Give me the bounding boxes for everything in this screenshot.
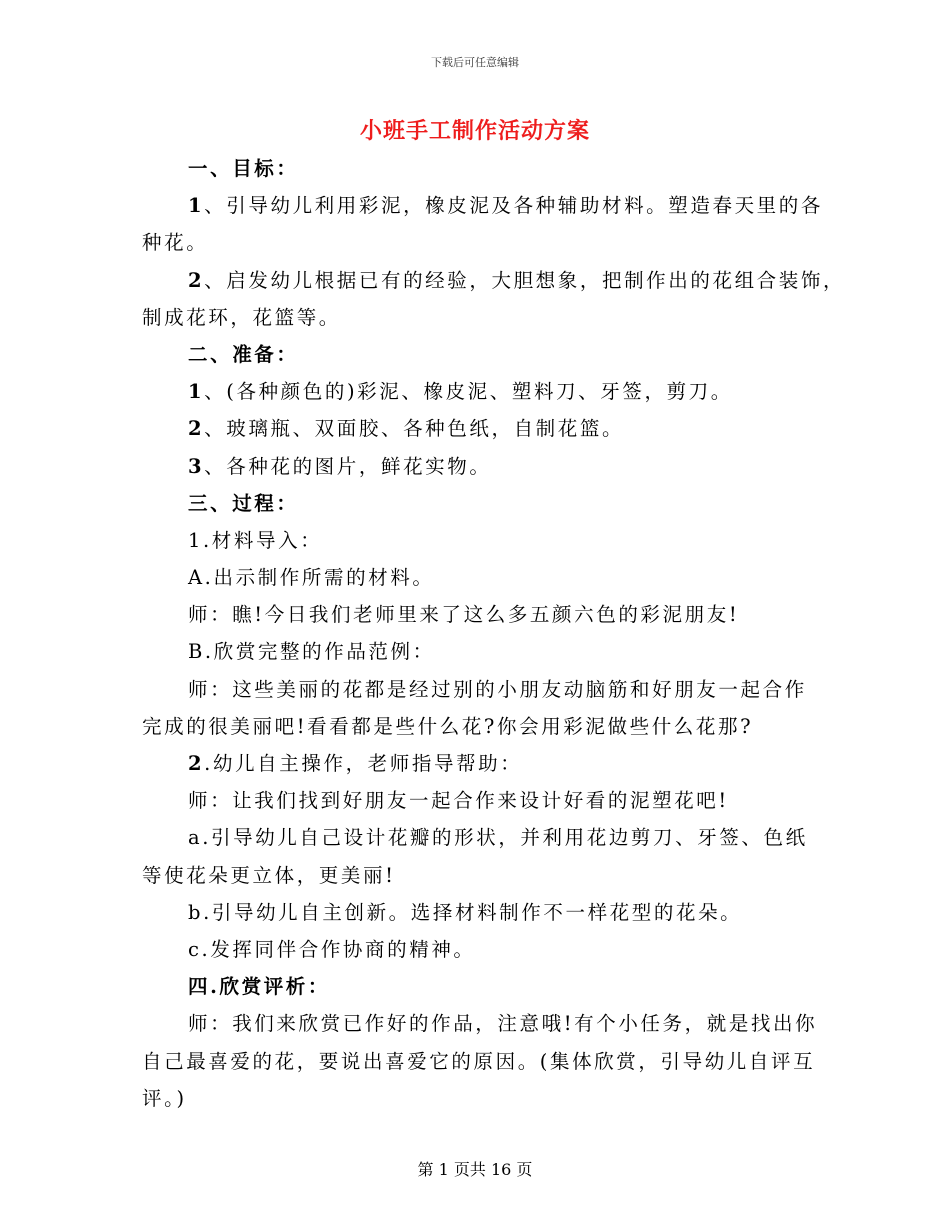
process-step-1: 1.材料导入：: [188, 528, 323, 552]
goal-item-1-number: 1: [188, 194, 205, 218]
document-title: 小班手工制作活动方案: [359, 118, 590, 144]
section-heading-review: 四.欣赏评析：: [188, 975, 330, 999]
goal-item-2: [142, 262, 846, 299]
goal-item-1-continuation: 种花。: [142, 231, 209, 255]
process-step-2: [142, 745, 818, 782]
header-note: 下载后可任意编辑: [431, 56, 519, 69]
goal-item-1: [142, 187, 823, 224]
document-body: [142, 150, 846, 1117]
prep-item-2: [142, 410, 818, 447]
process-step-2c: c.发挥同伴合作协商的精神。: [188, 937, 476, 961]
page-footer: 第 1 页共 16 页: [417, 1160, 533, 1179]
process-step-2-teacher: 师：让我们找到好朋友一起合作来设计好看的泥塑花吧!: [188, 789, 729, 813]
process-step-1a-teacher: 师：瞧!今日我们老师里来了这么多五颜六色的彩泥朋友!: [188, 603, 740, 627]
process-step-2a: a.引导幼儿自己设计花瓣的形状，并利用花边剪刀、牙签、色纸: [188, 826, 808, 850]
goal-item-2-number: 2: [188, 268, 205, 292]
review-teacher-continuation-1: 自己最喜爱的花，要说出喜爱它的原因。(集体欣赏，引导幼儿自评互: [142, 1049, 816, 1073]
process-step-1b: B.欣赏完整的作品范例：: [188, 640, 435, 664]
process-step-2a-continuation: 等使花朵更立体，更美丽!: [142, 863, 396, 887]
process-step-1b-teacher: 师：这些美丽的花都是经过别的小朋友动脑筋和好朋友一起合作: [188, 677, 807, 701]
prep-item-1-number: 1: [188, 380, 205, 404]
goal-item-1-text: 、引导幼儿利用彩泥，橡皮泥及各种辅助材料。塑造春天里的各: [204, 194, 823, 218]
process-step-2-number: 2: [188, 752, 205, 775]
prep-item-2-number: 2: [188, 417, 205, 441]
process-step-2b: b.引导幼儿自主创新。选择材料制作不一样花型的花朵。: [188, 900, 743, 924]
process-step-2-text: .幼儿自主操作，老师指导帮助：: [204, 752, 523, 775]
prep-item-3-number: 3: [188, 454, 205, 478]
prep-item-1-text: 、(各种颜色的)彩泥、橡皮泥、塑料刀、牙签，剪刀。: [204, 380, 733, 404]
goal-item-2-text: 、启发幼儿根据已有的经验，大胆想象，把制作出的花组合装饰，: [204, 268, 846, 292]
process-step-1b-teacher-continuation: 完成的很美丽吧!看看都是些什么花?你会用彩泥做些什么花那?: [142, 714, 754, 738]
process-step-1a: A.出示制作所需的材料。: [188, 566, 435, 590]
review-teacher: 师：我们来欣赏已作好的作品，注意哦!有个小任务，就是找出你: [188, 1012, 818, 1036]
section-heading-process: 三、过程：: [188, 491, 299, 515]
prep-item-1: [142, 373, 818, 410]
prep-item-3-text: 、各种花的图片，鲜花实物。: [204, 454, 492, 478]
goal-item-2-continuation: 制成花环，花篮等。: [142, 305, 341, 329]
prep-item-2-text: 、玻璃瓶、双面胶、各种色纸，自制花篮。: [204, 417, 625, 441]
prep-item-3: [142, 448, 818, 485]
section-heading-goals: 一、目标：: [188, 157, 299, 180]
section-heading-preparation: 二、准备：: [188, 342, 299, 366]
review-teacher-continuation-2: 评。): [142, 1086, 187, 1110]
